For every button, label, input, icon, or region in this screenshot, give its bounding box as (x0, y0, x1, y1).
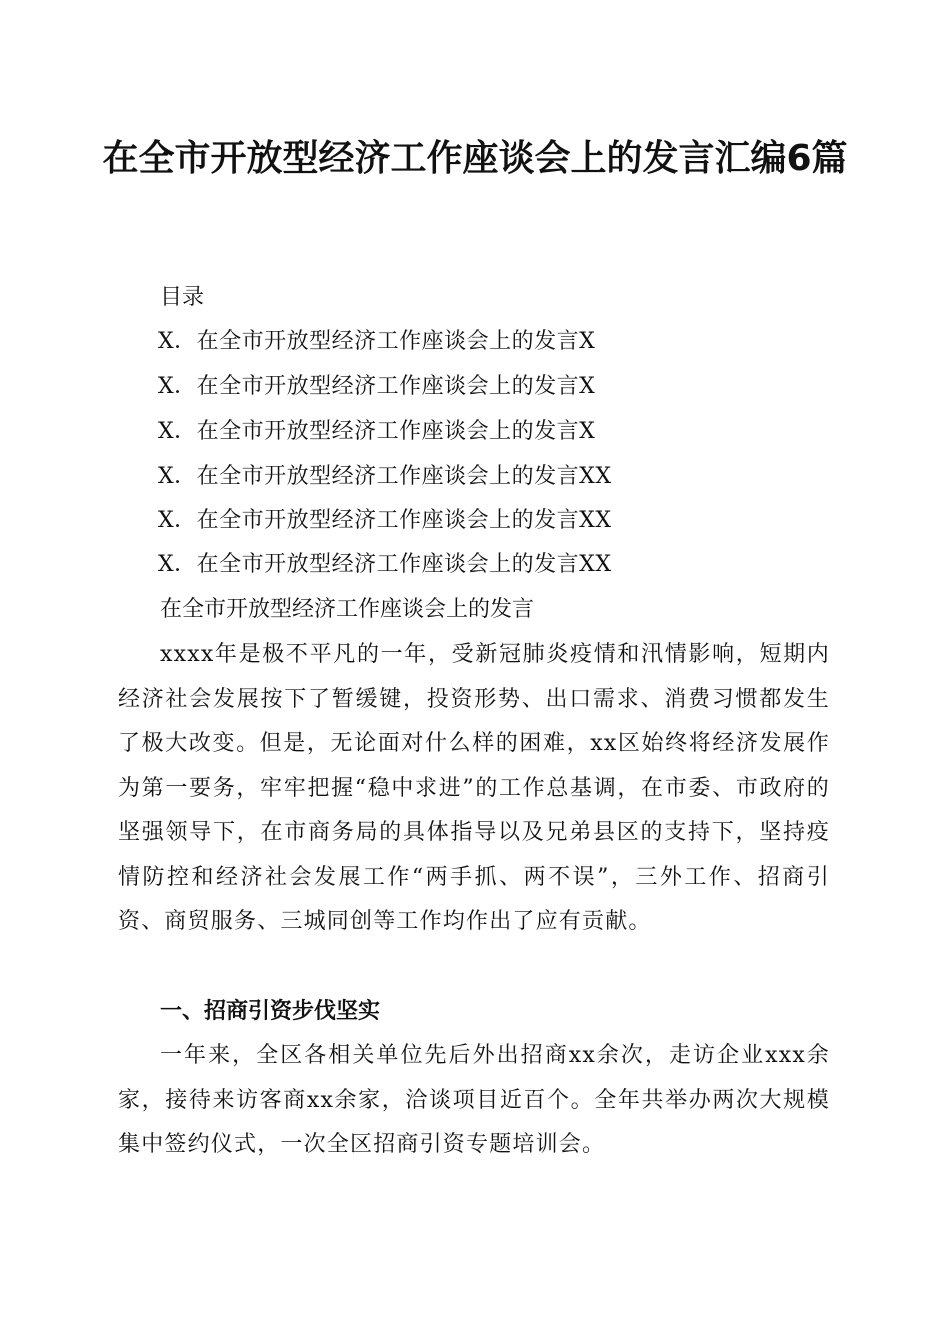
toc-item: X．在全市开放型经济工作座谈会上的发言X (158, 374, 596, 399)
body-paragraph: 一年来，全区各相关单位先后外出招商xx余次，走访企业xxx余家，接待来访客商xx余家，洽谈项目近百个。全年共举办两次大规模集中签约仪式，一次全区招商引资专题培训会。 (118, 1043, 830, 1157)
toc-item: X．在全市开放型经济工作座谈会上的发言XX (158, 464, 612, 489)
speech-title: 在全市开放型经济工作座谈会上的发言 (160, 597, 535, 622)
document-title: 在全市开放型经济工作座谈会上的发言汇编6篇 (102, 138, 848, 179)
toc-item: X．在全市开放型经济工作座谈会上的发言X (158, 419, 596, 444)
toc-heading: 目录 (160, 285, 205, 310)
section-heading: 一、招商引资步伐坚实 (160, 999, 381, 1024)
toc-item: X．在全市开放型经济工作座谈会上的发言XX (158, 508, 612, 533)
toc-item: X．在全市开放型经济工作座谈会上的发言X (158, 329, 596, 354)
toc-item: X．在全市开放型经济工作座谈会上的发言XX (158, 552, 612, 577)
body-paragraph: xxxx年是极不平凡的一年，受新冠肺炎疫情和汛情影响，短期内经济社会发展按下了暂缓键，投资形势、出口需求、消费习惯都发生了极大改变。但是，无论面对什么样的困难，xx区始终将经济发展作为第一要务，牢牢把握“稳中求进”的工作总基调，在市委、市政府的坚强领导下，在市商务局的具体指导以及兄弟县区的支持下，坚持疫情防控和经济社会发展工作“两手抓、两不误”，三外工作、招商引资、商贸服务、三城同创等工作均作出了应有贡献。 (118, 642, 830, 934)
